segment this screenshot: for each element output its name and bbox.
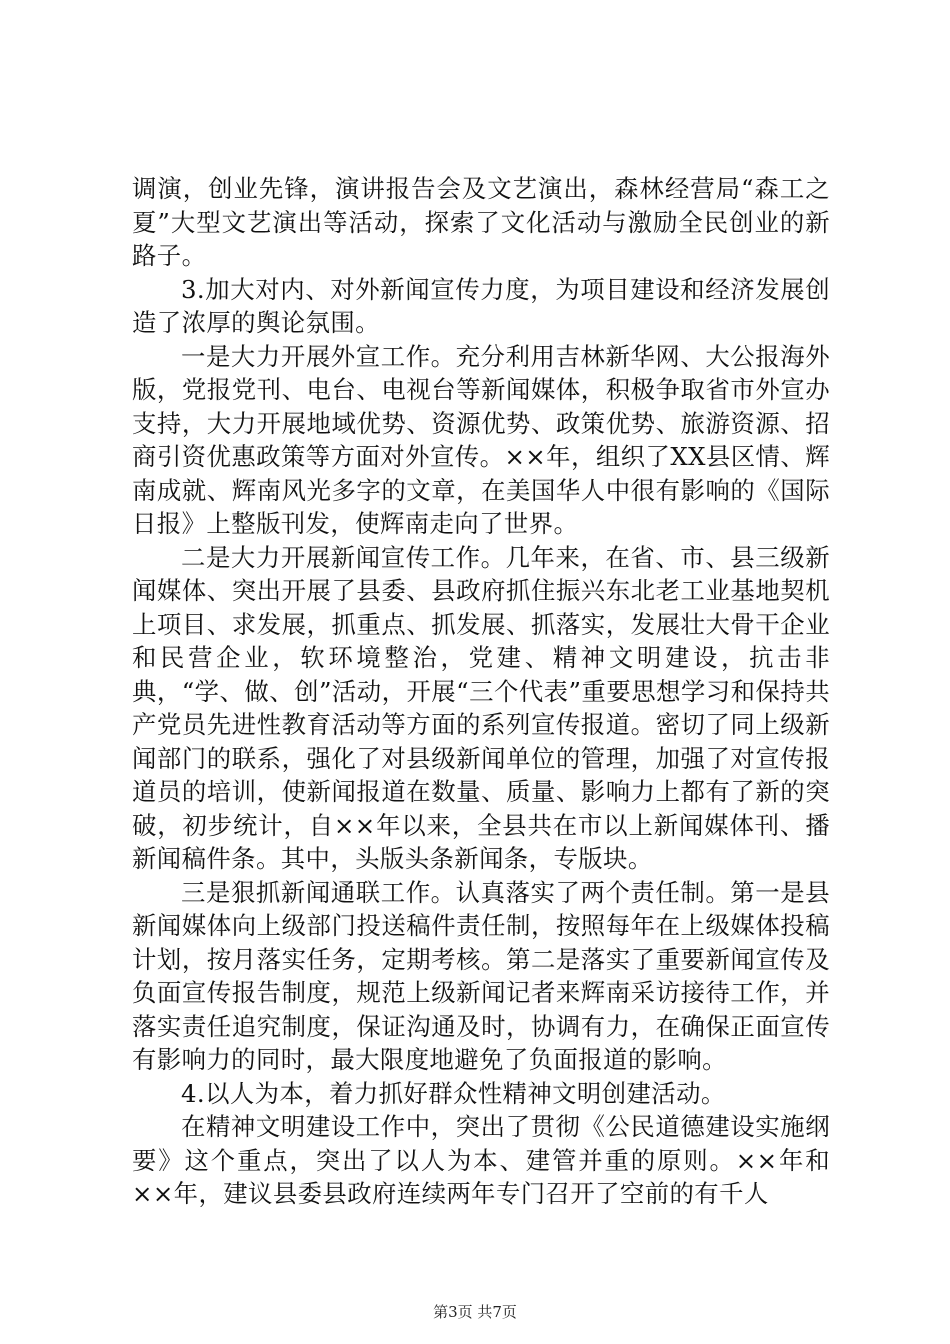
- paragraph-continuation: 调演，创业先锋，演讲报告会及文艺演出，森林经营局“森工之夏”大型文艺演出等活动，探索了文化活动与激励全民创业的新路子。: [132, 174, 830, 270]
- paragraph-spiritual-civilization: 在精神文明建设工作中，突出了贯彻《公民道德建设实施纲要》这个重点，突出了以人为本、建管并重的原则。××年和××年，建议县委县政府连续两年专门召开了空前的有千人: [132, 1112, 830, 1208]
- section-heading-4: 4.以人为本，着力抓好群众性精神文明创建活动。: [181, 1078, 726, 1108]
- paragraph-news-publicity: 二是大力开展新闻宣传工作。几年来，在省、市、县三级新闻媒体、突出开展了县委、县政府抓住振兴东北老工业基地契机上项目、求发展，抓重点、抓发展、抓落实，发展壮大骨干企业和民营企业，软环境整治，党建、精神文明建设，抗击非典，“学、做、创”活动，开展“三个代表”重要思想学习和保持共产党员先进性教育活动等方面的系列宣传报道。密切了同上级新闻部门的联系，强化了对县级新闻单位的管理，加强了对宣传报道员的培训，使新闻报道在数量、质量、影响力上都有了新的突破，初步统计，自××年以来，全县共在市以上新闻媒体刊、播新闻稿件条。其中，头版头条新闻条，专版块。: [132, 542, 830, 873]
- paragraph-news-liaison: 三是狠抓新闻通联工作。认真落实了两个责任制。第一是县新闻媒体向上级部门投送稿件责任制，按照每年在上级媒体投稿计划，按月落实任务，定期考核。第二是落实了重要新闻宣传及负面宣传报告制度，规范上级新闻记者来辉南采访接待工作，并落实责任追究制度，保证沟通及时，协调有力，在确保正面宣传有影响力的同时，最大限度地避免了负面报道的影响。: [132, 877, 830, 1074]
- section-heading-3: 3.加大对内、对外新闻宣传力度，为项目建设和经济发展创造了浓厚的舆论氛围。: [132, 274, 830, 337]
- page-footer: 第3页 共7页: [433, 1303, 517, 1321]
- paragraph-external-publicity: 一是大力开展外宣工作。充分利用吉林新华网、大公报海外版，党报党刊、电台、电视台等新闻媒体，积极争取省市外宣办支持，大力开展地域优势、资源优势、政策优势、旅游资源、招商引资优惠政策等方面对外宣传。××年，组织了XX县区情、辉南成就、辉南风光多字的文章，在美国华人中很有影响的《国际日报》上整版刊发，使辉南走向了世界。: [132, 341, 831, 538]
- document-body: [132, 172, 830, 1211]
